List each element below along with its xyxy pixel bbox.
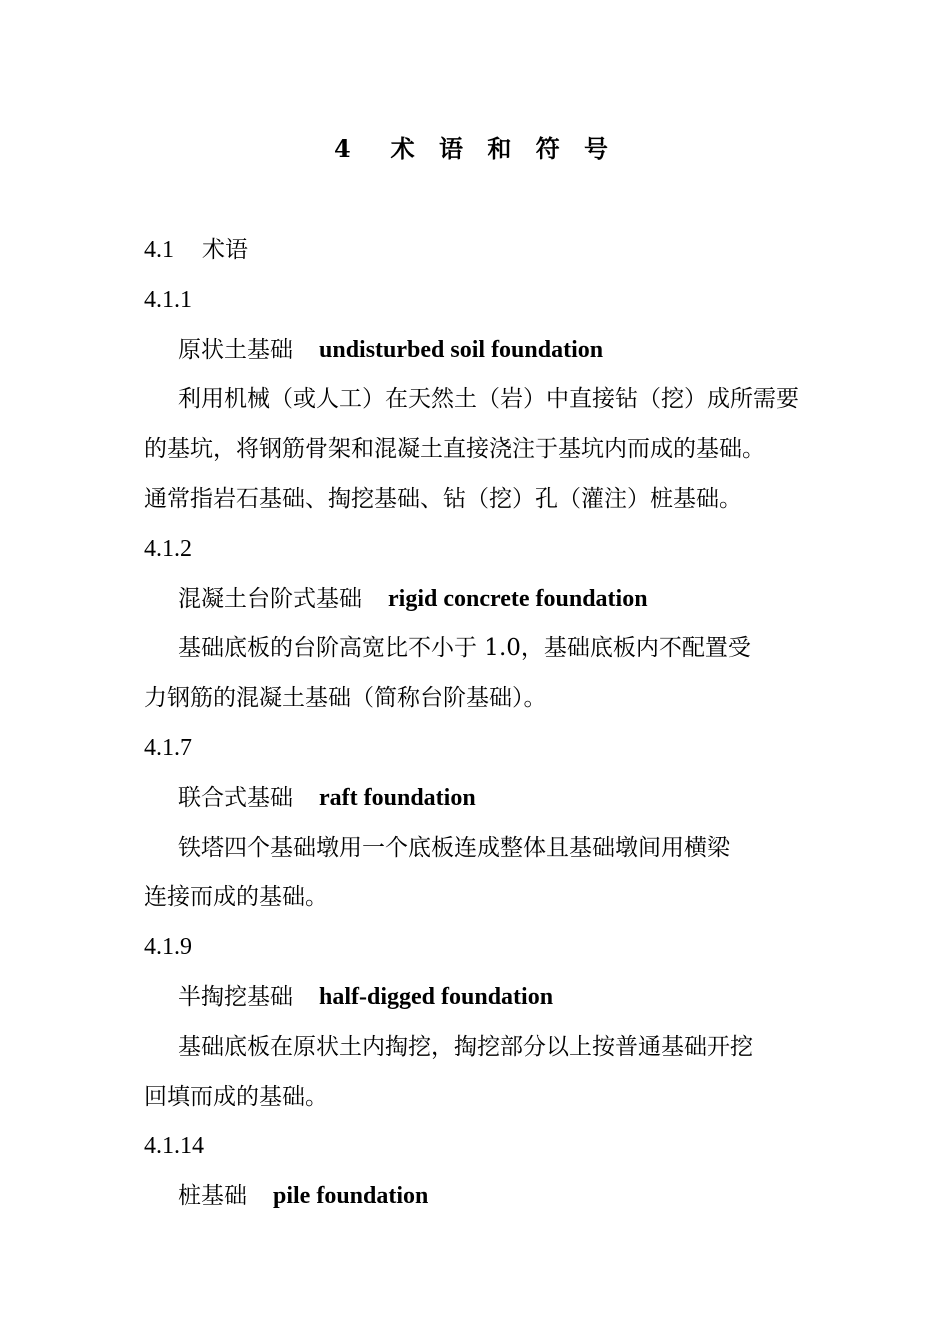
term-english: raft foundation <box>319 784 476 811</box>
section-number: 4.1 <box>144 237 174 263</box>
term-english: undisturbed soil foundation <box>319 336 604 363</box>
document-body <box>144 226 844 1222</box>
term-chinese: 原状土基础 <box>178 336 293 363</box>
term-definition-line: 铁塔四个基础墩用一个底板连成整体且基础墩间用横梁 <box>178 834 730 861</box>
term-definition-line: 连接而成的基础。 <box>144 884 328 911</box>
term-number: 4.1.7 <box>144 734 192 761</box>
term-definition-line: 通常指岩石基础、掏挖基础、钻（挖）孔（灌注）桩基础。 <box>144 485 742 512</box>
term-number: 4.1.9 <box>144 934 192 961</box>
term-definition-line: 力钢筋的混凝土基础（简称台阶基础）。 <box>144 685 547 712</box>
section-heading <box>144 226 844 276</box>
chapter-title: 4 术 语 和 符 号 <box>333 134 617 163</box>
term-heading <box>144 1172 844 1222</box>
term-chinese: 混凝土台阶式基础 <box>178 585 362 612</box>
term-heading <box>144 774 844 824</box>
term-definition-line: 基础底板的台阶高宽比不小于 1.0，基础底板内不配置受 <box>178 635 751 662</box>
term-heading <box>144 575 844 625</box>
term-english: pile foundation <box>273 1183 429 1210</box>
term-definition-line: 的基坑，将钢筋骨架和混凝土直接浇注于基坑内而成的基础。 <box>144 436 765 463</box>
term-definition-line: 回填而成的基础。 <box>144 1083 328 1110</box>
term-english: half-digged foundation <box>319 983 554 1010</box>
term-chinese: 半掏挖基础 <box>178 983 293 1010</box>
term-definition-line: 利用机械（或人工）在天然土（岩）中直接钻（挖）成所需要 <box>178 386 799 413</box>
term-number: 4.1.1 <box>144 286 192 313</box>
term-number: 4.1.14 <box>144 1133 204 1160</box>
term-chinese: 联合式基础 <box>178 784 293 811</box>
term-english: rigid concrete foundation <box>388 585 648 612</box>
term-heading <box>144 973 844 1023</box>
section-label: 术语 <box>202 237 248 263</box>
term-number: 4.1.2 <box>144 535 192 562</box>
term-chinese: 桩基础 <box>178 1183 247 1210</box>
term-heading <box>144 326 844 376</box>
term-definition-line: 基础底板在原状土内掏挖，掏挖部分以上按普通基础开挖 <box>178 1033 753 1060</box>
